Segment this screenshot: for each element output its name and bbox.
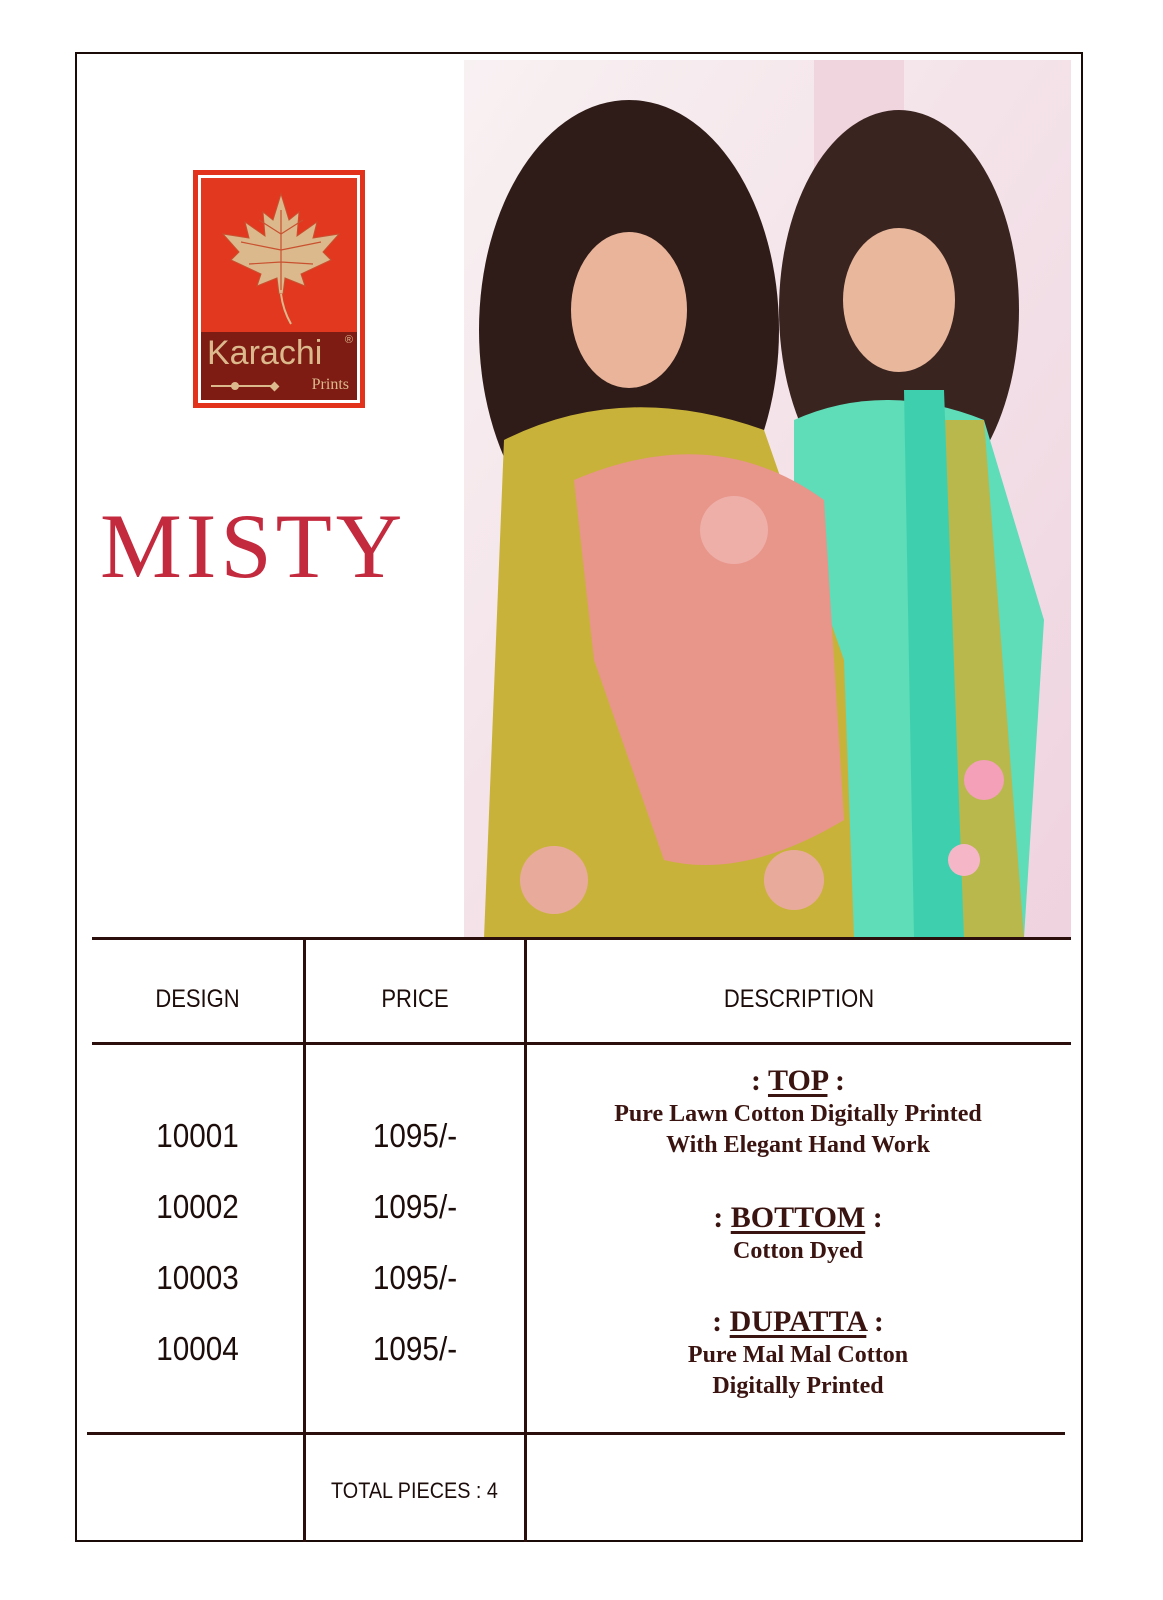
dupatta-heading: : DUPATTA : <box>712 1305 884 1338</box>
top-line-1: Pure Lawn Cotton Digitally Printed <box>614 1101 982 1127</box>
price-cell: 1095/- <box>372 1330 458 1367</box>
table-top-line <box>92 937 1071 940</box>
design-cell: 10001 <box>156 1117 239 1154</box>
header-description: DESCRIPTION <box>723 985 875 1013</box>
dupatta-line-1: Pure Mal Mal Cotton <box>687 1342 909 1368</box>
catalog-title: MISTY <box>100 495 407 597</box>
brand-logo <box>193 170 365 408</box>
ornament-dot <box>231 382 239 390</box>
dupatta-line-2: Digitally Printed <box>712 1373 884 1400</box>
table-col-divider-1 <box>303 937 306 1542</box>
logo-band <box>201 332 357 400</box>
ornament-line <box>211 385 273 387</box>
product-photo <box>464 60 1071 938</box>
table-col-divider-2 <box>524 937 527 1542</box>
header-design: DESIGN <box>155 985 240 1013</box>
design-cell: 10003 <box>156 1259 239 1296</box>
top-heading: : TOP : <box>751 1064 845 1097</box>
table-header-line <box>92 1042 1071 1045</box>
description-dupatta <box>528 1304 1068 1402</box>
price-cell: 1095/- <box>372 1117 458 1154</box>
header-price: PRICE <box>381 985 449 1013</box>
table-body-line <box>87 1432 1065 1435</box>
description-bottom <box>528 1200 1068 1267</box>
top-line-2: With Elegant Hand Work <box>666 1132 930 1159</box>
price-cell: 1095/- <box>372 1259 458 1296</box>
brand-subtitle: Prints <box>311 376 349 393</box>
total-pieces: TOTAL PIECES : 4 <box>331 1478 498 1503</box>
ornament-diamond <box>270 382 280 392</box>
description-top <box>528 1063 1068 1161</box>
bottom-heading: : BOTTOM : <box>713 1201 883 1234</box>
design-cell: 10004 <box>156 1330 239 1367</box>
design-cell: 10002 <box>156 1188 239 1225</box>
bottom-line-1: Cotton Dyed <box>733 1238 863 1264</box>
price-cell: 1095/- <box>372 1188 458 1225</box>
registered-icon: ® <box>344 334 353 346</box>
models-illustration <box>464 60 1071 938</box>
brand-name: Karachi <box>207 334 323 372</box>
maple-leaf-icon <box>219 190 343 330</box>
